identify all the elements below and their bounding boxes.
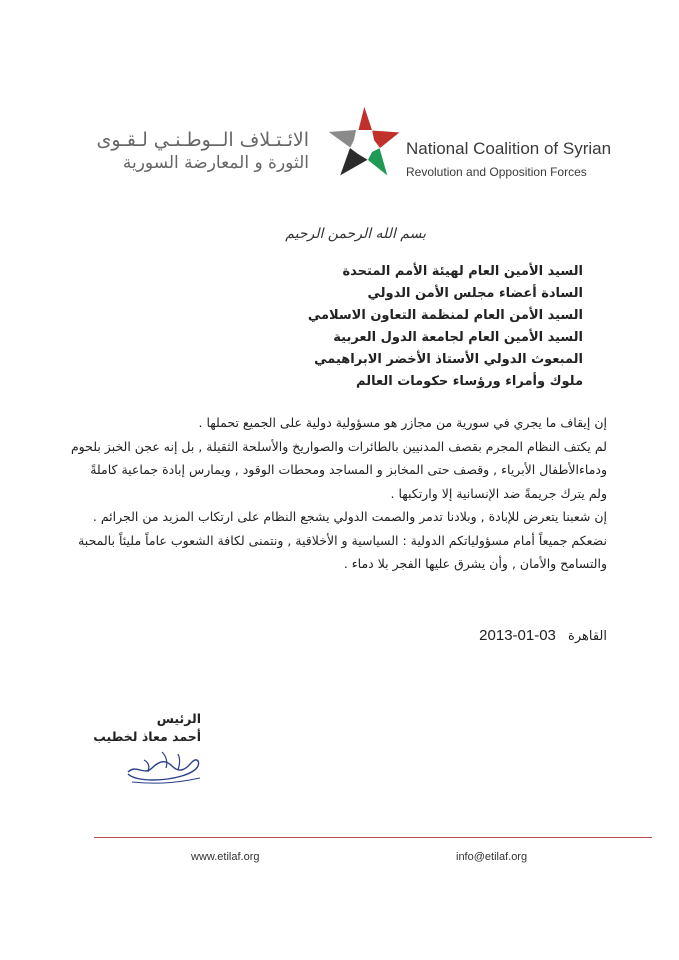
recipient-line: السيد الأمين العام لهيئة الأمم المتحدة (342, 264, 583, 279)
recipients-list (163, 261, 583, 393)
body-line: ودماءالأطفال الأبرياء , وقصف حتى المخابز و المساجد ومحطات الوقود , ويمارس إبادة جماعية كاملةً (90, 462, 607, 477)
org-name-arabic (49, 128, 309, 174)
body-line: ولم يترك جريمةً ضد الإنسانية إلا وارتكبها . (390, 485, 607, 501)
recipient-line: ملوك وأمراء ورؤساء حكومات العالم (356, 374, 583, 389)
letter-date: 2013-01-03 (479, 627, 556, 644)
handwritten-signature-icon (122, 742, 206, 786)
basmala: بسم الله الرحمن الرحيم (285, 226, 426, 242)
body-line: إن إيقاف ما يجري في سورية من مجازر هو مسؤولية دولية على الجميع تحملها . (198, 415, 607, 430)
place-date-line (479, 627, 607, 644)
org-name-english (406, 138, 611, 181)
body-line: لم يكتف النظام المجرم بقصف المدنيين بالطائرات والصواريخ والأسلحة الثقيلة , بل إنه عجن الخبز بلحوم (70, 438, 607, 454)
org-name-ar-line1: الائـتـلاف الــوطـنـي لـقـوى (96, 129, 309, 151)
body-line: والتسامح والأمان , وأن يشرق عليها الفجر بلا دماء . (343, 556, 607, 571)
org-name-ar-line2: الثورة و المعارضة السورية (122, 153, 309, 173)
recipient-line: المبعوث الدولي الأستاذ الأخضر الابراهيمي (314, 352, 583, 367)
footer-website: www.etilaf.org (191, 851, 260, 863)
body-line: إن شعبنا يتعرض للإبادة , وبلادنا تدمر والصمت الدولي يشجع النظام على ارتكاب المزيد من الجرائم . (92, 509, 607, 524)
footer-divider (94, 837, 652, 838)
org-name-en-line1: National Coalition of Syrian (406, 139, 612, 158)
signatory-title: الرئيس (156, 711, 201, 726)
org-name-en-line2: Revolution and Opposition Forces (406, 165, 587, 179)
recipient-line: السيد الأمين العام لجامعة الدول العربية (333, 330, 583, 345)
body-line: نضعكم جميعاً أمام مسؤولياتكم الدولية : السياسية و الأخلاقية , ونتمنى لكافة الشعوب عاماً مليئاً بالمحبة (78, 532, 607, 548)
recipient-line: السيد الأمن العام لمنظمة التعاون الاسلامي (307, 308, 583, 323)
recipient-line: السادة أعضاء مجلس الأمن الدولي (367, 286, 583, 301)
footer-email: info@etilaf.org (456, 851, 528, 863)
place: القاهرة (568, 629, 607, 644)
letter-body (67, 411, 607, 576)
star-logo-icon (324, 102, 404, 182)
signatory-name: أحمد معاذ لخطيب (93, 729, 201, 744)
